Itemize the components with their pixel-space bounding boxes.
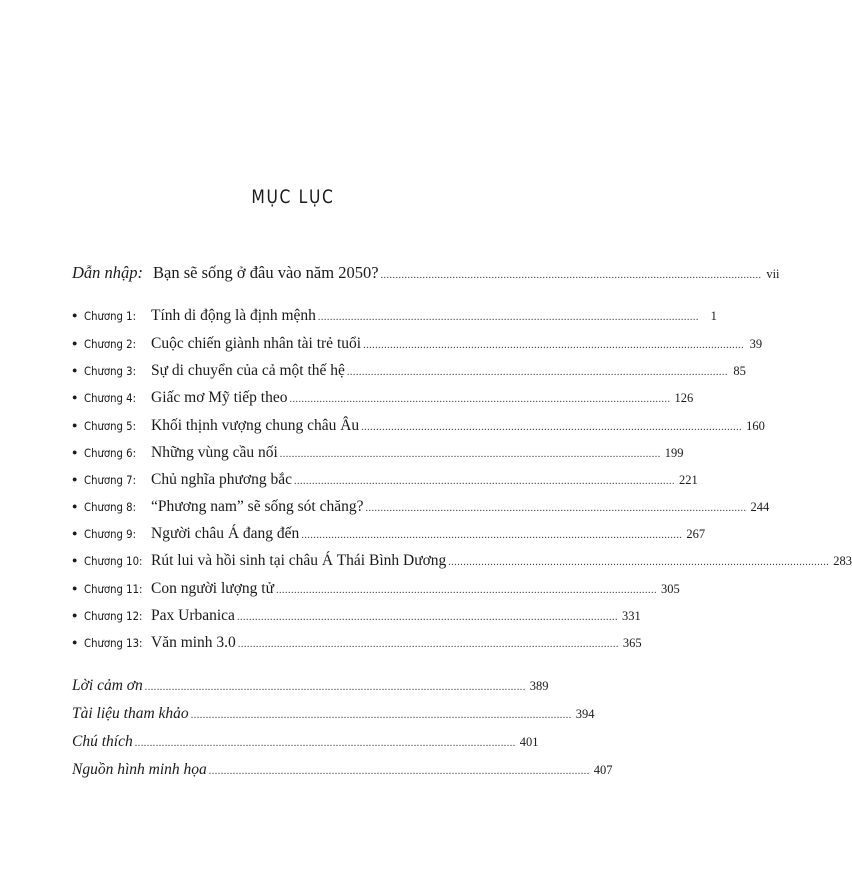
toc-chapter-entry[interactable] (72, 471, 698, 489)
bullet-icon: ● (72, 338, 78, 348)
page-number: 221 (679, 473, 698, 487)
toc-chapter-entry[interactable] (72, 362, 746, 380)
toc-backmatter-entry[interactable] (72, 705, 595, 723)
bullet-icon: ● (72, 420, 78, 430)
toc-intro-entry[interactable] (72, 263, 780, 283)
page-number: 244 (750, 500, 770, 514)
toc-heading: MỤC LỤC (251, 186, 335, 208)
leader-dots: ............................................................................................................................... (289, 394, 671, 405)
chapter-title: Văn minh 3.0 (151, 634, 236, 651)
chapter-label: Chương 7: (84, 473, 136, 487)
page-number: 39 (749, 337, 763, 351)
backmatter-title: Chú thích (72, 733, 133, 750)
bullet-icon: ● (72, 528, 78, 538)
page-number: 199 (664, 446, 684, 460)
page-number: 160 (746, 419, 765, 433)
chapter-label: Chương 13: (84, 636, 143, 650)
bullet-icon: ● (72, 474, 78, 484)
toc-chapter-entry[interactable] (72, 335, 763, 353)
page-number: 85 (733, 364, 746, 378)
leader-dots: ............................................................................................................................... (301, 530, 683, 541)
toc-chapter-entry[interactable] (72, 307, 717, 325)
backmatter-title: Nguồn hình minh họa (72, 761, 207, 778)
bullet-icon: ● (72, 610, 78, 620)
toc-chapter-entry[interactable] (72, 552, 852, 570)
page-number: 401 (519, 735, 539, 749)
toc-chapter-entry[interactable] (72, 389, 694, 407)
leader-dots: ............................................................................................................................... (363, 340, 745, 351)
leader-dots: ............................................................................................................................... (208, 766, 590, 777)
chapter-title: “Phương nam” sẽ sống sót chăng? (151, 498, 364, 515)
chapter-label: Chương 3: (84, 364, 136, 378)
toc-chapter-entry[interactable] (72, 634, 642, 652)
chapter-title: Rút lui và hồi sinh tại châu Á Thái Bình Dương (151, 552, 447, 569)
bullet-icon: ● (72, 310, 78, 320)
page-number: 365 (622, 636, 642, 650)
page-number: 389 (529, 679, 549, 693)
page-number: 407 (593, 763, 613, 777)
chapter-label: Chương 6: (84, 446, 136, 460)
toc-backmatter-entry[interactable] (72, 733, 539, 751)
chapter-title: Chủ nghĩa phương bắc (151, 471, 293, 488)
toc-backmatter-entry[interactable] (72, 761, 613, 779)
chapter-label: Chương 9: (84, 527, 136, 541)
bullet-icon: ● (72, 583, 78, 593)
bullet-icon: ● (72, 555, 78, 565)
chapter-label: Chương 10: (84, 554, 143, 568)
page-number: 1 (710, 309, 717, 323)
leader-dots: ............................................................................................................................... (380, 270, 762, 281)
leader-dots: ............................................................................................................................... (279, 449, 661, 460)
backmatter-title: Tài liệu tham khảo (72, 705, 189, 722)
leader-dots: ............................................................................................................................... (361, 422, 743, 433)
chapter-label: Chương 12: (84, 609, 143, 623)
backmatter-title: Lời cảm ơn (72, 677, 143, 694)
toc-chapter-entry[interactable] (72, 498, 770, 516)
bullet-icon: ● (72, 365, 78, 375)
leader-dots: ............................................................................................................................... (365, 503, 747, 514)
intro-title: Bạn sẽ sống ở đâu vào năm 2050? (153, 263, 379, 282)
leader-dots: ............................................................................................................................... (294, 476, 676, 487)
leader-dots: ............................................................................................................................... (275, 585, 657, 596)
leader-dots: ............................................................................................................................... (144, 682, 526, 693)
bullet-icon: ● (72, 447, 78, 457)
chapter-label: Chương 5: (84, 419, 136, 433)
bullet-icon: ● (72, 501, 78, 511)
chapter-title: Pax Urbanica (151, 607, 235, 624)
chapter-label: Chương 1: (84, 309, 136, 323)
toc-chapter-entry[interactable] (72, 525, 706, 543)
page-number: 305 (660, 582, 680, 596)
intro-label: Dẫn nhập: (72, 263, 144, 282)
leader-dots: ............................................................................................................................... (448, 557, 830, 568)
chapter-title: Người châu Á đang đến (151, 525, 300, 542)
leader-dots: ............................................................................................................................... (134, 738, 516, 749)
leader-dots: ............................................................................................................................... (237, 639, 619, 650)
page-number: 283 (833, 554, 852, 568)
leader-dots: ............................................................................................................................... (236, 612, 618, 623)
page-number: 267 (686, 527, 706, 541)
toc-backmatter-entry[interactable] (72, 677, 549, 695)
page-number: 126 (674, 391, 694, 405)
leader-dots: ............................................................................................................................... (346, 367, 728, 378)
chapter-title: Cuộc chiến giành nhân tài trẻ tuổi (151, 335, 362, 352)
leader-dots: ............................................................................................................................... (190, 710, 572, 721)
chapter-label: Chương 11: (84, 582, 143, 596)
chapter-label: Chương 2: (84, 337, 136, 351)
page-number: vii (766, 267, 780, 281)
chapter-label: Chương 8: (84, 500, 136, 514)
chapter-title: Con người lượng tử (151, 580, 274, 597)
chapter-label: Chương 4: (84, 391, 136, 405)
chapter-title: Tính di động là định mệnh (151, 307, 316, 324)
toc-chapter-entry[interactable] (72, 580, 680, 598)
chapter-title: Giấc mơ Mỹ tiếp theo (151, 389, 288, 406)
toc-chapter-entry[interactable] (72, 444, 684, 462)
page-number: 331 (621, 609, 641, 623)
bullet-icon: ● (72, 637, 78, 647)
toc-chapter-entry[interactable] (72, 607, 641, 625)
chapter-title: Khối thịnh vượng chung châu Âu (151, 417, 360, 434)
page-number: 394 (575, 707, 595, 721)
bullet-icon: ● (72, 392, 78, 402)
toc-chapter-entry[interactable] (72, 417, 765, 435)
leader-dots: ............................................................................................................................... (317, 312, 699, 323)
chapter-title: Những vùng cầu nối (151, 444, 278, 461)
chapter-title: Sự di chuyển của cả một thế hệ (151, 362, 345, 379)
